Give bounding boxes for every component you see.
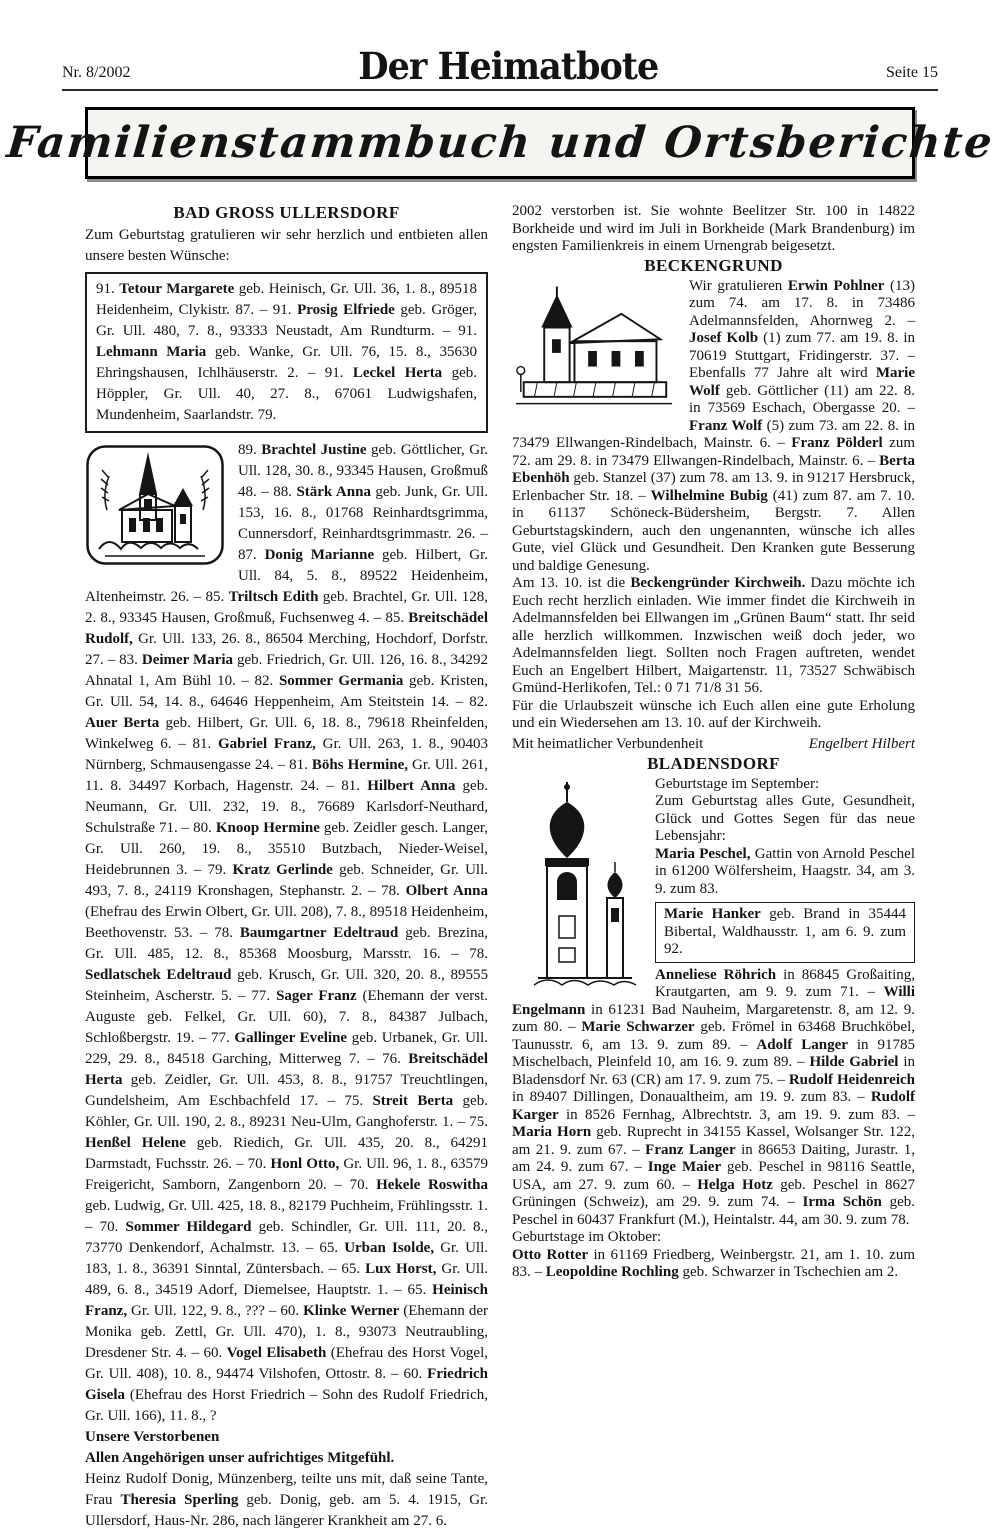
- section-banner: [4, 107, 996, 179]
- deaths-subheading: Allen Angehörigen unser aufrichtiges Mitgefühl.: [85, 1450, 395, 1466]
- header-rule: [62, 89, 938, 91]
- author-signature: Engelbert Hilbert: [808, 735, 915, 752]
- birthday-highlight-box: [85, 272, 488, 433]
- left-birthday-list: 89. Brachtel Justine geb. Göttlicher, Gr. Ull. 128, 30. 8., 93345 Hausen, Großmuß 48. – 88. Stärk Anna geb. Junk, Gr. Ull. 153, 16. 8., 01768 Reinhardtsgrimma, Cunnersdorf, Reinhardtsgrimmastr. 26. – 87. Donig Marianne geb. Hilbert, Gr. Ull. 84, 5. 8., 89522 Heidenheim, Altenheimstr. 26. – 85. Triltsch Edith geb. Brachtel, Gr. Ull. 128, 2. 8., 93345 Hausen, Großmuß, Fuchsenweg 4. – 85. Breitschädel Rudolf, Gr. Ull. 133, 26. 8., 86504 Merching, Hochdorf, Dorfstr. 27. – 83. Deimer Maria geb. Friedrich, Gr. Ull. 126, 16. 8., 34292 Ahnatal 1, Am Bühl 10. – 82. Sommer Germania geb. Kristen, Gr. Ull. 54, 14. 8., 64646 Heppenheim, Am Steitstein 14. – 82. Auer Berta geb. Hilbert, Gr. Ull. 6, 18. 8., 79618 Rheinfelden, Winkelweg 6. – 81. Gabriel Franz, Gr. Ull. 263, 1. 8., 90403 Nürnberg, Schmausengasse 24. – 81. Böhs Hermine, Gr. Ull. 261, 11. 8. 34497 Korbach, Hagenstr. 24. – 81. Hilbert Anna geb. Neumann, Gr. Ull. 232, 19. 8., 76689 Karlsdorf-Neuthard, Schulstraße 71. – 80. Knoop Hermine geb. Zeidler gesch. Langer, Gr. Ull. 260, 19. 8., 35510 Butzbach, Nieder-Weisel, Heidebrunnen 3. – 79. Kratz Gerlinde geb. Schneider, Gr. Ull. 493, 7. 8., 24119 Kronshagen, Stephanstr. 2. – 78. Olbert Anna (Ehefrau des Erwin Olbert, Gr. Ull. 208), 7. 8., 89518 Heidenheim, Beethovenstr. 53. – 78. Baumgartner Edeltraud geb. Brezina, Gr. Ull. 485, 12. 8., 85368 Moosburg, Marsstr. 16. – 78. Sedlatschek Edeltraud geb. Krusch, Gr. Ull. 320, 20. 8., 89555 Steinheim, Ascherstr. 5. – 77. Sager Franz (Ehemann der verst. Auguste geb. Felkel, Gr. Ull. 60), 7. 8., 84387 Julbach, Schloßbergstr. 19. – 77. Gallinger Eveline geb. Urbanek, Gr. Ull. 229, 29. 8., 84518 Garching, Mitterweg 7. – 76. Breitschädel Herta geb. Zeidler, Gr. Ull. 453, 8. 8., 91757 Treuchtlingen, Gundelsheim, Am Eschbachfeld 17. – 75. Streit Berta geb. Köhler, Gr. Ull. 190, 2. 8., 89231 Neu-Ulm, Ganghoferstr. 1. – 75. Henßel Helene geb. Riedich, Gr. Ull. 435, 20. 8., 64291 Darmstadt, Fuchsstr. 26. – 70. Honl Otto, Gr. Ull. 96, 1. 8., 63579 Freigericht, Samborn, Zangenborn 20. – 70. Hekele Roswitha geb. Ludwig, Gr. Ull. 425, 18. 8., 82179 Puchheim, Frühlingsstr. 1. – 70. Sommer Hildegard geb. Schindler, Gr. Ull. 111, 20. 8., 73770 Denkendorf, Achalmstr. 13. – 65. Urban Isolde, Gr. Ull. 183, 1. 8., 36391 Sinntal, Züntersbach. – 65. Lux Horst, Gr. Ull. 489, 6. 8., 34519 Adorf, Diemelsee, Hauptstr. 1. – 65. Heinisch Franz, Gr. Ull. 122, 9. 8., ??? – 60. Klinke Werner (Ehemann der Monika geb. Zettl, Gr. Ull. 470), 1. 8., 93073 Neutraubling, Dresdener Str. 4. – 60. Vogel Elisabeth (Ehefrau des Horst Vogel, Gr. Ull. 408), 10. 8., 94474 Vilshofen, Ottostr. 8. – 60. Friedrich Gisela (Ehefrau des Horst Friedrich – Sohn des Rudolf Friedrich, Gr. Ull. 166), 11. 8., ?: [85, 442, 489, 1424]
- left-intro-paragraph: Zum Geburtstag gratulieren wir sehr herzlich und entbieten allen unsere besten Wünsche:: [85, 227, 488, 264]
- issue-number: Nr. 8/2002: [62, 64, 131, 81]
- urlaub-paragraph: Für die Urlaubszeit wünsche ich Euch allen eine gute Erholung und ein Wiedersehen am 13. 10. auf der Kirchweih.: [512, 697, 915, 731]
- heading-bad-gross-ullersdorf: BAD GROSS ULLERSDORF: [173, 203, 400, 222]
- church-illustration-beckengrund: [512, 281, 676, 417]
- article-columns: [85, 203, 915, 1532]
- deaths-paragraph: Heinz Rudolf Donig, Münzenberg, teilte uns mit, daß seine Tante, Frau Theresia Sperling geb. Donig, geb. am 5. 4. 1915, Gr. Ullersdorf, Haus-Nr. 286, nach längerer Krankheit am 27. 6.: [85, 1471, 489, 1529]
- masthead-title: Der Heimatbote: [358, 44, 659, 89]
- beckengrund-birthday-list: Wir gratulieren Erwin Pohlner (13) zum 74. am 17. 8. in 73486 Adelmannsfelden, Ahornweg 2. – Josef Kolb (1) zum 77. am 19. 8. in 70619 Stuttgart, Fridingerstr. 37. – Ebenfalls 77 Jahre alt wird Marie Wolf geb. Göttlicher (11) am 22. 8. in 73569 Eschach, Obergasse 20. – Franz Wolf (5) zum 73. am 22. 8. in 73479 Ellwangen-Rindelbach, Mainstr. 6. – Franz Pölderl zum 72. am 29. 8. in 73479 Ellwangen-Rindelbach, Mainstr. 6. – Berta Ebenhöh geb. Stanzel (37) zum 78. am 13. 9. in 91217 Hersbruck, Erlenbacher Str. 18. – Wilhelmine Bubig (41) zum 87. am 7. 10. in 61137 Schöneck-Büdersheim, Bergstr. 7. Allen Geburtstagskindern, auch den ungenannten, wünsche ich alles Gute, viel Glück und Gesundheit. Den Kranken gute Besserung und baldige Genesung.: [512, 277, 916, 574]
- signature-row: [512, 735, 915, 754]
- peschel-entry: Maria Peschel, Gattin von Arnold Peschel in 61200 Wölfersheim, Haagstr. 34, am 3. 9. zum 83.: [655, 845, 916, 897]
- continuation-paragraph: 2002 verstorben ist. Sie wohnte Beelitzer Str. 100 in 14822 Borkheide und wird im Juli in Borkheide (Mark Brandenburg) im engsten Familienkreis in einem Urnengrab beigesetzt.: [512, 203, 915, 254]
- october-label: Geburtstage im Oktober:: [512, 1229, 662, 1245]
- heading-bladensdorf: BLADENSDORF: [647, 753, 780, 773]
- left-birthday-block: [85, 440, 488, 1427]
- hanker-box-text: Marie Hanker geb. Brand in 35444 Bibertal, Waldhausstr. 1, am 6. 9. zum 92.: [664, 906, 907, 957]
- heading-beckengrund: BECKENGRUND: [644, 255, 783, 275]
- deaths-heading: Unsere Verstorbenen: [85, 1429, 220, 1445]
- september-wish: Zum Geburtstag alles Gute, Gesundheit, Glück und Gottes Segen für das neue Lebensjahr:: [655, 793, 915, 844]
- kirchweih-paragraph: Am 13. 10. ist die Beckengründer Kirchweih. Dazu möchte ich Euch recht herzlich einladen. Wie immer findet die Kirchweih in Adelmannsfelden bei Ellwangen im „Grünen Baum“ statt. Ihr seid alle herzlich willkommen. Inzwischen weiß doch jeder, wo Adelmannsfelden liegt. Sollten noch Fragen auftreten, wendet Euch an Engelbert Hilbert, Maigartenstr. 11, 73527 Schwäbisch Gmünd-Herlikofen, Tel.: 0 71 71/8 31 56.: [512, 575, 915, 696]
- bladensdorf-block: [512, 776, 915, 1230]
- banner-title: Familienstammbuch und Ortsberichte: [4, 118, 996, 168]
- church-illustration-framed: [85, 444, 225, 566]
- september-birthday-list: Anneliese Röhrich in 86845 Großaiting, Krautgarten, am 9. 9. zum 71. – Willi Engelmann in 61231 Bad Nauheim, Margaretenstr. 8, am 12. 9. zum 80. – Marie Schwarzer geb. Frömel in 63468 Bruchköbel, Taunusstr. 6, am 13. 9. zum 89. – Adolf Langer in 91785 Mischelbach, Pleinfeld 10, am 16. 9. zum 89. – Hilde Gabriel in Bladensdorf Nr. 63 (CR) am 17. 9. zum 75. – Rudolf Heidenreich in 89407 Dillingen, Donaualtheim, am 19. 9. zum 83. – Rudolf Karger in 8526 Fernhag, Albrechtstr. 3, am 19. 9. zum 83. – Maria Horn geb. Ruprecht in 34155 Kassel, Wolsanger Str. 122, am 21. 9. zum 67. – Franz Langer in 86653 Daiting, Jurastr. 1, am 24. 9. zum 67. – Inge Maier geb. Peschel in 98116 Seattle, USA, am 27. 9. zum 60. – Helga Hotz geb. Peschel in 8627 Grüningen (Schweiz), am 29. 9. zum 74. – Irma Schön geb. Peschel in 60437 Frankfurt (M.), Heintalstr. 44, am 30. 9. zum 78.: [512, 966, 916, 1228]
- left-column: [85, 203, 488, 1532]
- hanker-highlight-box: [655, 902, 915, 963]
- page-number: Seite 15: [886, 64, 938, 81]
- church-illustration-bladensdorf: [512, 778, 642, 991]
- september-label: Geburtstage im September:: [655, 775, 820, 792]
- birthday-box-text: 91. Tetour Margarete geb. Heinisch, Gr. Ull. 36, 1. 8., 89518 Heidenheim, Clykistr. 87. – 91. Prosig Elfriede geb. Gröger, Gr. Ull. 480, 7. 8., 93333 Neustadt, Am Rundturm. – 91. Lehmann Maria geb. Wanke, Gr. Ull. 76, 15. 8., 35630 Ehringshausen, Ichlhäuserstr. 2. – 91. Leckel Herta geb. Höppler, Gr. Ull. 40, 27. 8., 67061 Ludwigshafen, Mundenheim, Saarlandstr. 79.: [96, 281, 477, 423]
- right-column: [512, 203, 915, 1532]
- october-birthday-list: Otto Rotter in 61169 Friedberg, Weinbergstr. 21, am 1. 10. zum 83. – Leopoldine Rochling geb. Schwarzer in Tschechien am 2.: [512, 1246, 915, 1280]
- page-header: [62, 38, 938, 89]
- beckengrund-block: [512, 278, 915, 576]
- closing-phrase: Mit heimatlicher Verbundenheit: [512, 735, 704, 752]
